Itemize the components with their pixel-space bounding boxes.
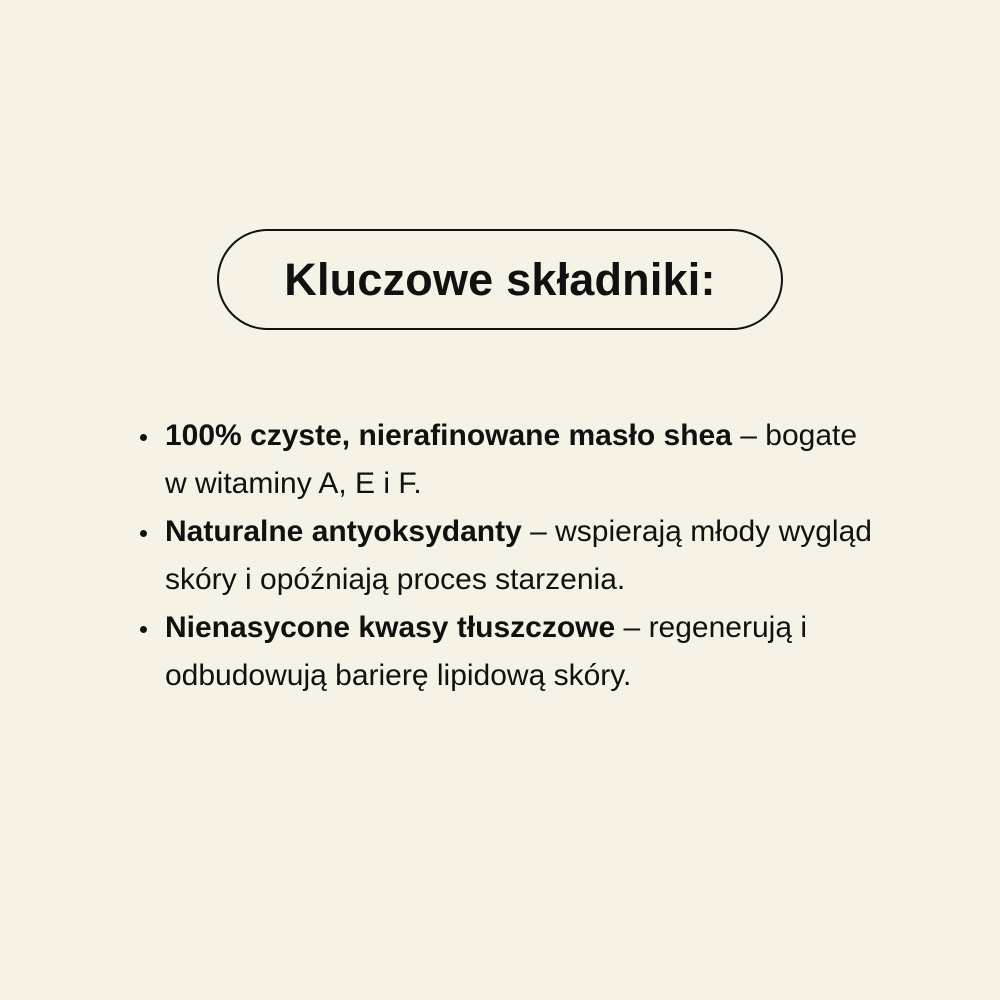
ingredient-description: – bogate w witaminy A, E i F. [165,419,858,500]
ingredient-term: Nienasycone kwasy tłuszczowe [165,611,616,644]
list-item [0,604,885,700]
list-item [0,412,885,508]
ingredient-description: – wspierają młody wygląd skóry i opóźniają proces starzenia. [165,515,872,596]
ingredient-description: – regenerują i odbudowują barierę lipidową skóry. [165,611,808,692]
ingredient-term: Naturalne antyoksydanty [165,515,522,548]
bullet-icon [140,434,147,441]
list-item [0,508,885,604]
ingredient-term: 100% czyste, nierafinowane masło shea [165,419,732,452]
ingredients-list [0,412,1000,700]
title-pill [217,229,783,330]
bullet-icon [140,626,147,633]
page-title: Kluczowe składniki: [284,253,716,305]
bullet-icon [140,530,147,537]
